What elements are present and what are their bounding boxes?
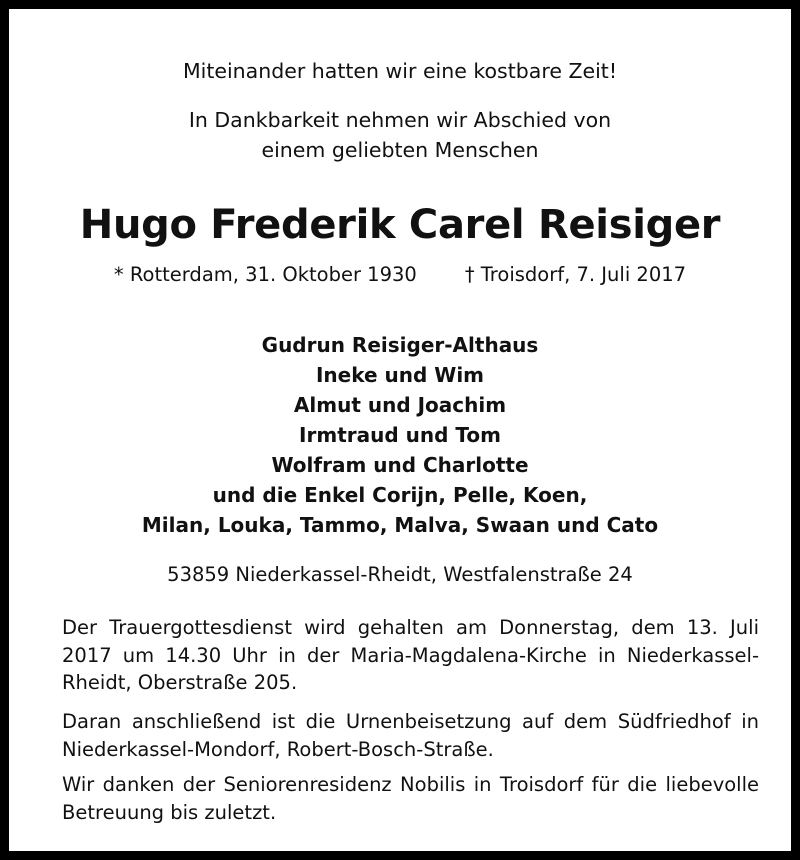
intro-line: einem geliebten Menschen	[261, 138, 539, 162]
motto-line: Miteinander hatten wir eine kostbare Zeit!	[182, 59, 618, 83]
mourner-line: Gudrun Reisiger-Althaus	[261, 333, 539, 357]
death-date: † Troisdorf, 7. Juli 2017	[464, 263, 687, 286]
burial-paragraph: Daran anschließend ist die Urnenbeisetzung auf dem Südfriedhof in Niederkassel-Mondorf, Robert-Bosch-Straße.	[62, 710, 759, 761]
mourners-list	[29, 330, 771, 540]
family-address: 53859 Niederkassel-Rheidt, Westfalenstraße 24	[167, 563, 633, 586]
mourner-line: Ineke und Wim	[315, 363, 485, 387]
mourner-line: und die Enkel Corijn, Pelle, Koen,	[212, 483, 588, 507]
intro-text	[29, 105, 771, 165]
birth-date: * Rotterdam, 31. Oktober 1930	[113, 263, 417, 286]
mourner-line: Wolfram und Charlotte	[271, 453, 529, 477]
service-paragraph: Der Trauergottesdienst wird gehalten am Donnerstag, dem 13. Juli 2017 um 14.30 Uhr in der Maria-Magdalena-Kirche in Niederkassel-Rheidt, Oberstraße 205.	[62, 616, 759, 694]
intro-line: In Dankbarkeit nehmen wir Abschied von	[188, 108, 612, 132]
life-dates	[29, 263, 771, 286]
mourner-line: Almut und Joachim	[293, 393, 507, 417]
deceased-name: Hugo Frederik Carel Reisiger	[79, 202, 721, 248]
thanks-paragraph: Wir danken der Seniorenresidenz Nobilis in Troisdorf für die liebevolle Betreuung bis zuletzt.	[62, 773, 759, 824]
mourner-line: Irmtraud und Tom	[299, 423, 501, 447]
mourner-line: Milan, Louka, Tammo, Malva, Swaan und Cato	[141, 513, 659, 537]
